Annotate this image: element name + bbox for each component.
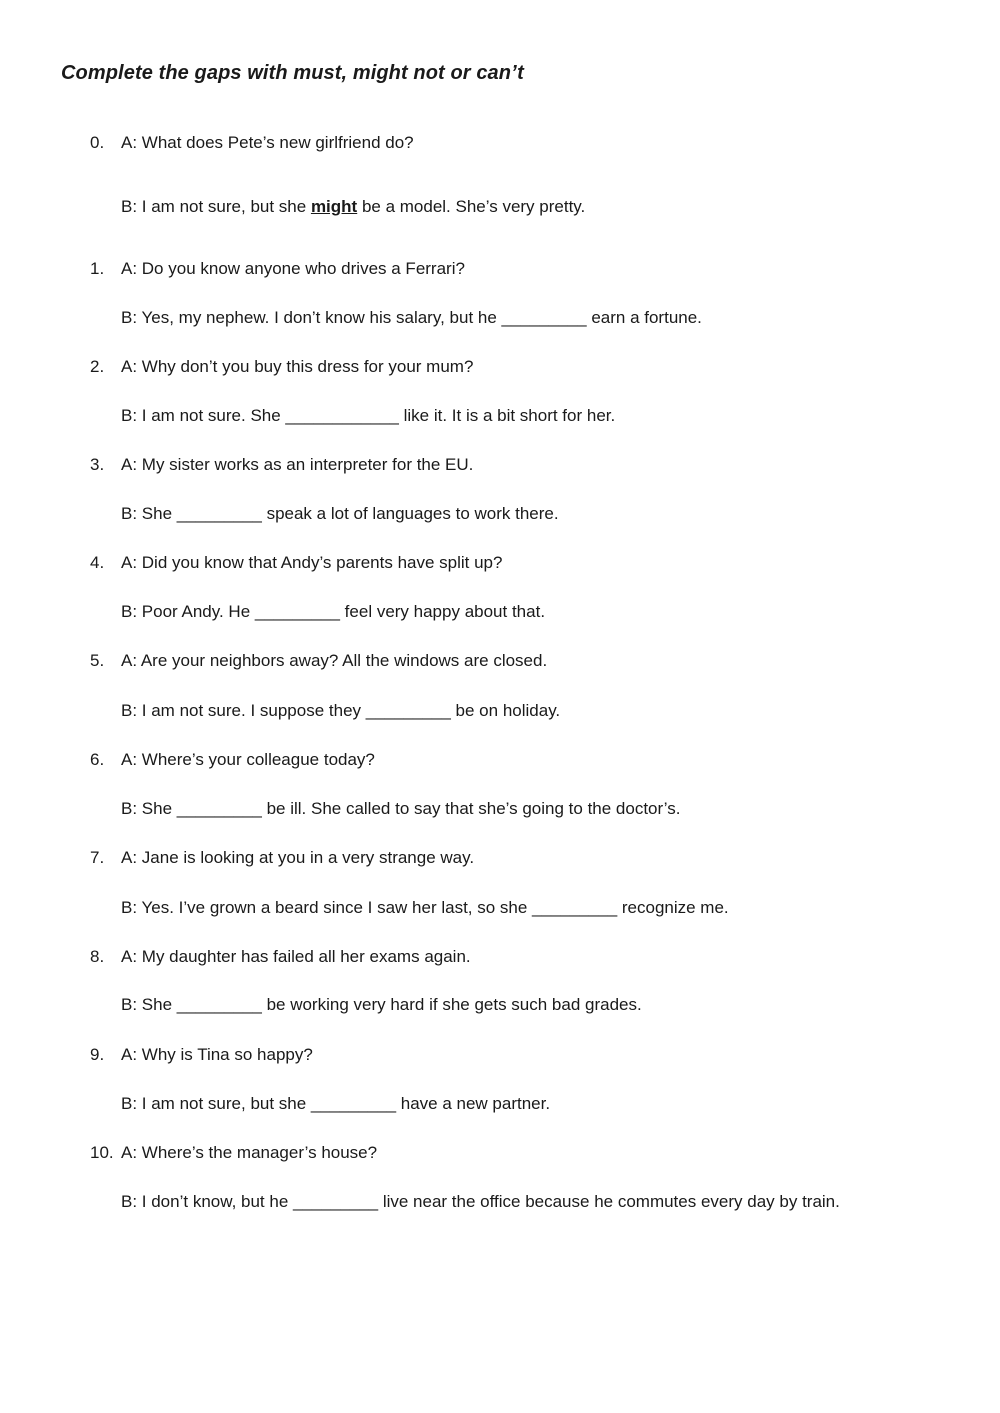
item-number: 7.: [90, 848, 105, 867]
item-number: 4.: [90, 553, 105, 572]
question-a: A: Jane is looking at you in a very strange way.: [121, 848, 475, 867]
item-number: 9.: [90, 1045, 105, 1064]
answer-b: [121, 196, 585, 218]
item-number: 0.: [90, 133, 105, 152]
question-a: A: My sister works as an interpreter for the EU.: [121, 455, 474, 474]
answer-b: B: Yes. I’ve grown a beard since I saw her last, so she _________ recognize me.: [121, 898, 729, 917]
answer-b: B: She _________ speak a lot of languages to work there.: [121, 504, 559, 523]
question-a: A: Where’s your colleague today?: [121, 750, 375, 769]
answer-b: B: She _________ be working very hard if she gets such bad grades.: [121, 995, 642, 1014]
answer-b: B: I am not sure. I suppose they _________ be on holiday.: [121, 701, 561, 720]
answer-b: B: I don’t know, but he _________ live near the office because he commutes every day by train.: [121, 1192, 840, 1211]
example-answer: might: [310, 197, 358, 216]
answer-b-after: be a model. She’s very pretty.: [357, 197, 586, 216]
question-a: A: Why is Tina so happy?: [121, 1045, 313, 1064]
answer-b: B: I am not sure, but she _________ have a new partner.: [121, 1094, 551, 1113]
answer-b: B: She _________ be ill. She called to say that she’s going to the doctor’s.: [121, 799, 681, 818]
question-a: A: Are your neighbors away? All the windows are closed.: [121, 651, 548, 670]
answer-b-before: B: I am not sure, but she: [121, 197, 311, 216]
question-a: A: Why don’t you buy this dress for your mum?: [121, 357, 474, 376]
item-number: 5.: [90, 651, 105, 670]
answer-b: B: Yes, my nephew. I don’t know his salary, but he _________ earn a fortune.: [121, 308, 702, 327]
question-a: A: My daughter has failed all her exams again.: [121, 947, 471, 966]
item-number: 8.: [90, 947, 105, 966]
answer-b: B: Poor Andy. He _________ feel very happy about that.: [121, 602, 546, 621]
item-number: 2.: [90, 357, 105, 376]
item-number: 6.: [90, 750, 105, 769]
item-number: 1.: [90, 259, 105, 278]
worksheet-title: Complete the gaps with must, might not or can’t: [61, 62, 524, 84]
question-a: A: Do you know anyone who drives a Ferrari?: [121, 259, 465, 278]
answer-b: B: I am not sure. She ____________ like it. It is a bit short for her.: [121, 406, 616, 425]
question-a: A: Where’s the manager’s house?: [121, 1143, 378, 1162]
question-a: A: What does Pete’s new girlfriend do?: [121, 133, 414, 152]
question-a: A: Did you know that Andy’s parents have split up?: [121, 553, 503, 572]
item-number: 10.: [90, 1143, 114, 1162]
item-number: 3.: [90, 455, 105, 474]
